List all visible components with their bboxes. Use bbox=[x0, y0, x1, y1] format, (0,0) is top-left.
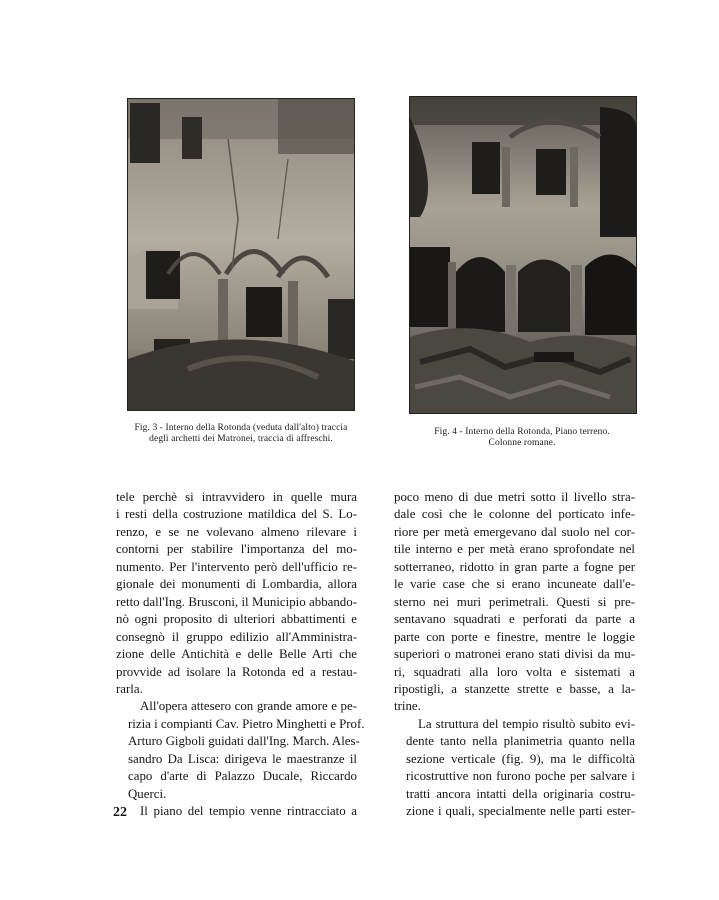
caption-line: degli archetti dei Matronei, traccia di affreschi. bbox=[149, 434, 333, 444]
figure-4-image bbox=[410, 97, 636, 413]
text-line: All'opera attesero con grande amore e pe- bbox=[140, 699, 357, 714]
text-line: dale così che le colonne del porticato infe- bbox=[394, 507, 635, 522]
text-line: zione delle Antichità e delle Belle Arti che bbox=[116, 647, 357, 662]
figure-3-photo bbox=[127, 98, 355, 411]
text-line: La struttura del tempio risultò subito evi- bbox=[418, 716, 635, 731]
text-column-right bbox=[394, 489, 635, 821]
text-line: Querci. bbox=[128, 786, 167, 801]
figure-3-image bbox=[128, 99, 354, 410]
text-line: provvide ad isolare la Rotonda ed a restau- bbox=[116, 664, 357, 679]
text-line: sandro Da Lisca: dirigeva le maestranze il bbox=[128, 751, 357, 766]
paragraph bbox=[394, 489, 635, 716]
paragraph bbox=[116, 803, 357, 820]
text-line: rizia i compianti Cav. Pietro Minghetti e Prof. bbox=[128, 716, 365, 731]
figure-3-caption bbox=[125, 423, 357, 445]
text-line: riore per metà emergevano dal suolo nel cor- bbox=[394, 524, 635, 539]
text-line: i resti della costruzione matildica del S. Lo- bbox=[116, 507, 357, 522]
text-line: nò ogni proposito di ulteriori abbattimenti e bbox=[116, 612, 357, 627]
caption-line: Fig. 3 - Interno della Rotonda (veduta dall'alto) traccia bbox=[134, 423, 348, 433]
text-line: ripostigli, a stanzette strette e basse, a la- bbox=[394, 681, 635, 696]
caption-line: Colonne romane. bbox=[488, 438, 556, 448]
text-line: parte con porte e finestre, mentre le loggie bbox=[394, 629, 635, 644]
paragraph bbox=[116, 489, 357, 698]
page-number: 22 bbox=[113, 805, 127, 820]
text-line: le varie case che si erano incuneate dall'e- bbox=[394, 577, 635, 592]
text-line: ricostruttive non furono poche per salvare i bbox=[406, 769, 635, 784]
text-line: sentavano squadrati e perforati da parte a bbox=[394, 612, 635, 627]
text-line: rarla. bbox=[116, 681, 143, 696]
text-column-left bbox=[116, 489, 365, 821]
text-line: dente tanto nella planimetria quanto nella bbox=[406, 734, 635, 749]
text-line: superiori o matronei erano stati divisi da mu- bbox=[394, 647, 635, 662]
figure-4-photo bbox=[409, 96, 637, 414]
text-line: ri, squadrati alla loro volta e sistemati a bbox=[394, 664, 635, 679]
text-line: zione i quali, specialmente nelle parti ester- bbox=[406, 804, 635, 819]
text-line: consegnò il gruppo edilizio all'Amministra- bbox=[116, 629, 357, 644]
caption-line: Fig. 4 - Interno della Rotonda, Piano terreno. bbox=[434, 427, 610, 437]
text-line: Arturo Gigboli guidati dall'Ing. March. Ales- bbox=[128, 734, 360, 749]
text-line: poco meno di due metri sotto il livello stra- bbox=[394, 490, 635, 504]
paragraph bbox=[116, 698, 365, 803]
text-line: gionale dei monumenti di Lombardia, allora bbox=[116, 577, 357, 592]
text-line: trine. bbox=[394, 699, 421, 714]
text-line: sterno nei muri perimetrali. Questi si pre- bbox=[394, 594, 635, 609]
text-line: sezione verticale (fig. 9), ma le difficoltà bbox=[406, 751, 635, 766]
text-line: tile interno e per metà erano sprofondate nel bbox=[394, 542, 635, 557]
text-line: Il piano del tempio venne rintracciato a bbox=[140, 804, 357, 819]
text-line: tele perchè si intravvidero in quelle mura bbox=[116, 490, 357, 504]
figure-4-caption bbox=[407, 427, 637, 449]
text-line: contorni per stabilire l'importanza del mo- bbox=[116, 542, 357, 557]
text-line: numento. Per l'intervento però dell'ufficio re- bbox=[116, 559, 357, 574]
text-line: tratti ancora intatti della originaria costru- bbox=[406, 786, 635, 801]
text-line: renzo, e se ne volevano almeno rilevare i bbox=[116, 524, 357, 539]
text-line: capo d'arte di Palazzo Ducale, Riccardo bbox=[128, 769, 357, 784]
text-line: sotterraneo, ridotto in gran parte a fogne per bbox=[394, 559, 635, 574]
text-line: retto dall'Ing. Brusconi, il Municipio abbando- bbox=[116, 594, 357, 609]
paragraph bbox=[394, 716, 635, 821]
